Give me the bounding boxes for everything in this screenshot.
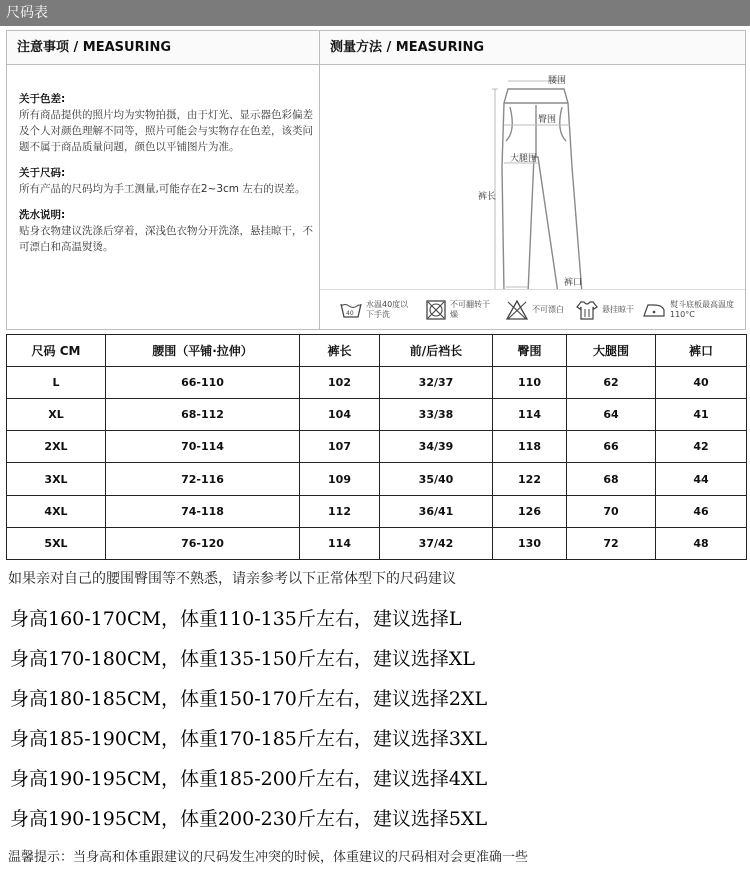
notes-heading: 注意事项 / MEASURING [7, 31, 319, 65]
wash-40-icon [340, 301, 362, 319]
cell: 33/38 [380, 399, 493, 431]
hip-label: 臀围 [538, 115, 557, 125]
col-size-header: 尺码 CM [7, 335, 106, 367]
cell: 68 [567, 463, 656, 495]
cell: 64 [567, 399, 656, 431]
color-note-title: 关于色差: [19, 93, 66, 105]
wash-note-title: 洗水说明: [19, 209, 66, 221]
table-row [7, 463, 747, 495]
cell: L [7, 367, 106, 399]
cell: 46 [656, 495, 747, 527]
cell: 66 [567, 431, 656, 463]
cell: 4XL [7, 495, 106, 527]
wash-note-text: 贴身衣物建议洗涤后穿着，深浅色衣物分开洗涤，悬挂晾干，不可漂白和高温熨烫。 [19, 225, 313, 253]
table-row [7, 399, 747, 431]
cell: 66-110 [106, 367, 300, 399]
cell: 70 [567, 495, 656, 527]
notes-panel [7, 31, 320, 329]
cell: 2XL [7, 431, 106, 463]
size-note-title: 关于尺码: [19, 167, 66, 179]
advice-line: 身高170-180CM，体重135-150斤左右，建议选择XL [10, 648, 476, 670]
care-item [340, 296, 410, 324]
cell: 36/41 [380, 495, 493, 527]
cell: 122 [493, 463, 567, 495]
cell: 5XL [7, 527, 106, 559]
care-item [576, 296, 646, 324]
advice-line: 身高185-190CM，体重170-185斤左右，建议选择3XL [10, 728, 488, 750]
color-note-text: 所有商品提供的照片均为实物拍摄，由于灯光、显示器色彩偏差及个人对颜色理解不同等，照片可能会与实物存在色差，该类问题不属于商品质量问题，颜色以平铺图片为准。 [19, 109, 313, 153]
care-text: 熨斗底板最高温度110°C [670, 300, 734, 319]
notes-body [19, 91, 314, 255]
advice-line: 身高160-170CM，体重110-135斤左右，建议选择L [10, 608, 462, 630]
info-panels [6, 30, 746, 330]
no-bleach-icon [506, 300, 528, 320]
cell: 48 [656, 527, 747, 559]
cell: 44 [656, 463, 747, 495]
svg-text:40: 40 [346, 310, 354, 317]
measure-panel [320, 31, 745, 329]
cell: 72 [567, 527, 656, 559]
cell: 114 [300, 527, 380, 559]
care-instructions [320, 289, 745, 329]
cell: 34/39 [380, 431, 493, 463]
page-title-bar [0, 0, 750, 26]
advice-intro: 如果亲对自己的腰围臀围等不熟悉，请亲参考以下正常体型下的尺码建议 [8, 571, 456, 587]
table-row [7, 431, 747, 463]
cell: 68-112 [106, 399, 300, 431]
cell: 107 [300, 431, 380, 463]
cell: 109 [300, 463, 380, 495]
cell: 114 [493, 399, 567, 431]
hang-dry-icon [576, 300, 598, 320]
hem-label: 裤口 [564, 278, 583, 288]
waist-label: 腰围 [548, 76, 567, 86]
cell: 74-118 [106, 495, 300, 527]
cell: 35/40 [380, 463, 493, 495]
cell: XL [7, 399, 106, 431]
col-hip-header: 臀围 [493, 335, 567, 367]
size-table [6, 334, 747, 560]
thigh-label: 大腿围 [510, 154, 538, 164]
page-title: 尺码表 [6, 5, 48, 21]
advice-line: 身高180-185CM，体重150-170斤左右，建议选择2XL [10, 688, 488, 710]
length-label: 裤长 [478, 192, 497, 202]
col-length-header: 裤长 [300, 335, 380, 367]
table-row [7, 367, 747, 399]
iron-110-icon [642, 302, 666, 318]
care-item [506, 296, 576, 324]
warm-tip: 温馨提示：当身高和体重跟建议的尺码发生冲突的时候，体重建议的尺码相对会更准确一些 [8, 850, 529, 865]
cell: 62 [567, 367, 656, 399]
cell: 126 [493, 495, 567, 527]
cell: 3XL [7, 463, 106, 495]
cell: 130 [493, 527, 567, 559]
pants-diagram [320, 67, 745, 289]
cell: 40 [656, 367, 747, 399]
cell: 32/37 [380, 367, 493, 399]
cell: 118 [493, 431, 567, 463]
advice-line: 身高190-195CM，体重200-230斤左右，建议选择5XL [10, 808, 488, 830]
care-text: 不可漂白 [532, 305, 564, 314]
care-text: 水温40度以下手洗 [366, 300, 409, 319]
advice-line: 身高190-195CM，体重185-200斤左右，建议选择4XL [10, 768, 488, 790]
table-row [7, 495, 747, 527]
cell: 112 [300, 495, 380, 527]
size-note-text: 所有产品的尺码均为手工测量,可能存在2~3cm 左右的误差。 [19, 183, 306, 195]
cell: 102 [300, 367, 380, 399]
cell: 70-114 [106, 431, 300, 463]
care-item [642, 296, 744, 324]
cell: 76-120 [106, 527, 300, 559]
cell: 42 [656, 431, 747, 463]
table-row [7, 527, 747, 559]
care-item [426, 296, 494, 324]
col-thigh-header: 大腿围 [567, 335, 656, 367]
care-text: 悬挂晾干 [602, 305, 634, 314]
col-rise-header: 前/后裆长 [380, 335, 493, 367]
measure-heading: 测量方法 / MEASURING [320, 31, 745, 65]
col-waist-header: 腰围（平铺·拉伸） [106, 335, 300, 367]
col-hem-header: 裤口 [656, 335, 747, 367]
table-header-row [7, 335, 747, 367]
cell: 37/42 [380, 527, 493, 559]
cell: 110 [493, 367, 567, 399]
cell: 72-116 [106, 463, 300, 495]
cell: 104 [300, 399, 380, 431]
cell: 41 [656, 399, 747, 431]
no-tumble-dry-icon [426, 300, 446, 320]
care-text: 不可翻转干燥 [450, 300, 490, 319]
